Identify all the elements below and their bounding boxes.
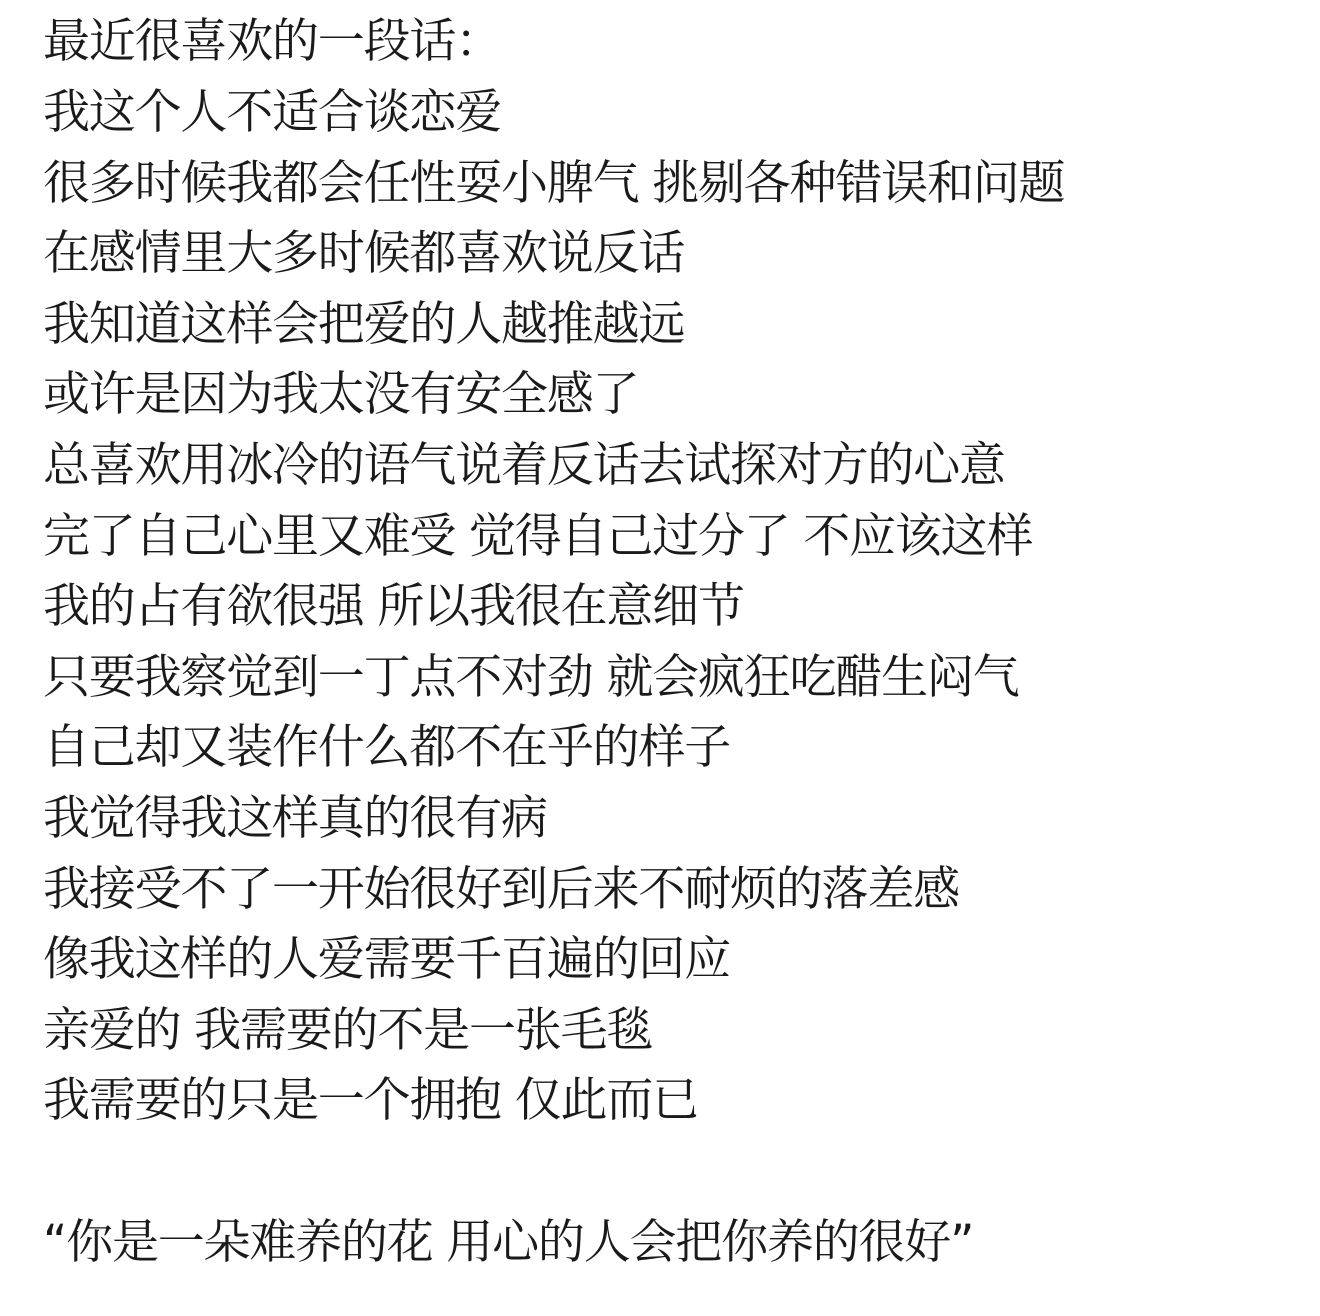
text-line: 自己却又装作什么都不在乎的样子 xyxy=(43,720,730,776)
text-line: 完了自己心里又难受 觉得自己过分了 不应该这样 xyxy=(43,508,1033,564)
text-line: 我接受不了一开始很好到后来不耐烦的落差感 xyxy=(43,861,959,917)
closing-quote: “你是一朵难养的花 用心的人会把你养的很好” xyxy=(43,1214,974,1270)
text-line: 在感情里大多时候都喜欢说反话 xyxy=(43,226,685,282)
text-line: 我这个人不适合谈恋爱 xyxy=(43,85,501,140)
text-line: 像我这样的人爱需要千百遍的回应 xyxy=(43,932,730,988)
text-line: 总喜欢用冰冷的语气说着反话去试探对方的心意 xyxy=(43,437,1005,493)
intro-line: 最近很喜欢的一段话： xyxy=(43,14,501,69)
text-line: 我的占有欲很强 所以我很在意细节 xyxy=(43,579,744,635)
text-line: 或许是因为我太没有安全感了 xyxy=(43,367,639,423)
text-line: 我知道这样会把爱的人越推越远 xyxy=(43,296,685,352)
text-line: 我觉得我这样真的很有病 xyxy=(43,790,547,846)
text-line: 我需要的只是一个拥抱 仅此而已 xyxy=(43,1073,698,1129)
text-line: 亲爱的 我需要的不是一张毛毯 xyxy=(43,1002,653,1058)
text-line: 只要我察觉到一丁点不对劲 就会疯狂吃醋生闷气 xyxy=(43,649,1019,705)
text-document xyxy=(43,0,1300,1278)
blank-spacer xyxy=(43,1137,1300,1208)
text-line: 很多时候我都会任性耍小脾气 挑剔各种错误和问题 xyxy=(43,155,1065,211)
